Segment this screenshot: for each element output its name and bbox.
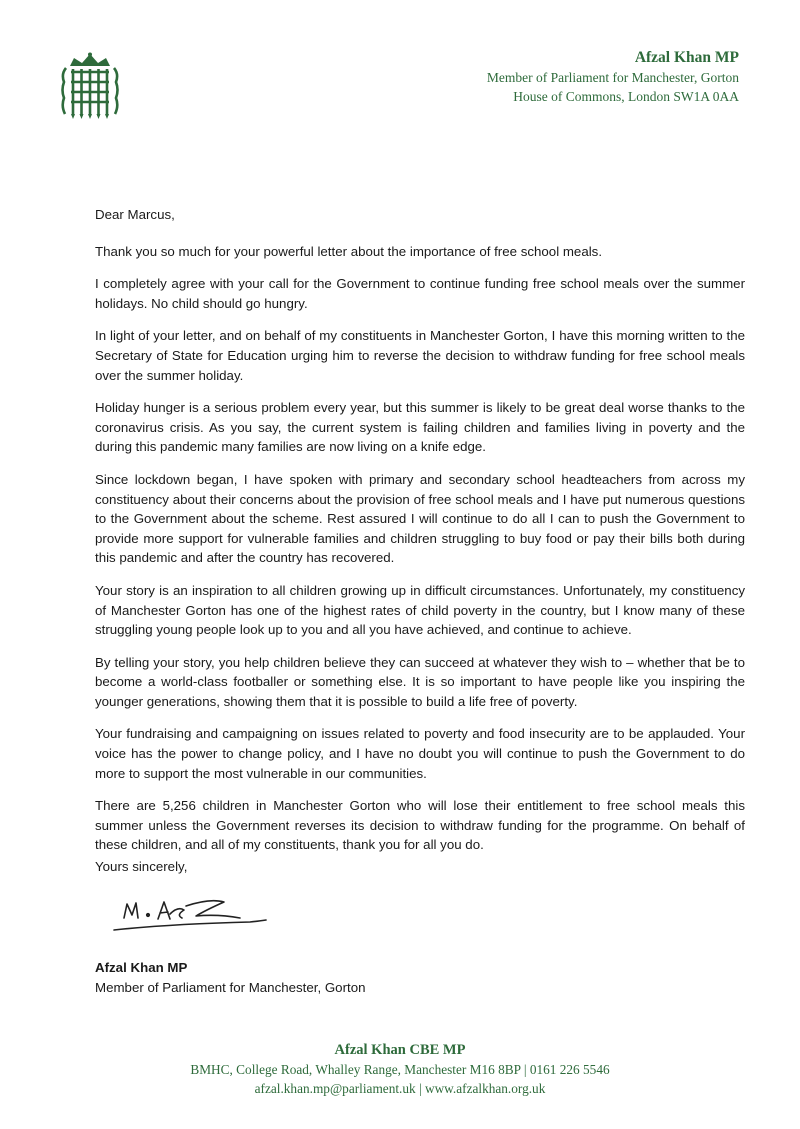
- paragraph-3: In light of your letter, and on behalf of my constituents in Manchester Gorton, I have this morning written to the Secretary of State for Education urging him to reverse the decision to withdraw funding for free school meals over the summer holiday.: [95, 328, 745, 383]
- footer-name: Afzal Khan CBE MP: [334, 1042, 466, 1058]
- paragraph-8: Your fundraising and campaigning on issues related to poverty and food insecurity are to be applauded. Your voice has the power to change policy, and I have no doubt you will continue to push the Government to do more to support the most vulnerable in our communities.: [95, 726, 745, 781]
- salutation: Dear Marcus,: [95, 207, 175, 222]
- paragraph-2: I completely agree with your call for the Government to continue funding free school meals over the summer holidays. No child should go hungry.: [95, 276, 745, 311]
- footer: [0, 1040, 800, 1098]
- footer-contact: afzal.khan.mp@parliament.uk | www.afzalkhan.org.uk: [254, 1081, 546, 1096]
- letter-body: [95, 205, 745, 868]
- handwritten-signature: [110, 888, 290, 944]
- portcullis-icon: [60, 52, 120, 120]
- signer-role: Member of Parliament for Manchester, Gorton: [95, 980, 366, 995]
- footer-address: BMHC, College Road, Whalley Range, Manchester M16 8BP | 0161 226 5546: [190, 1062, 610, 1077]
- paragraph-4: Holiday hunger is a serious problem every year, but this summer is likely to be great deal worse thanks to the coronavirus crisis. As you say, the current system is failing children and families living in poverty and the during this pandemic many families are now living on a knife edge.: [95, 400, 745, 455]
- letterhead-address: House of Commons, London SW1A 0AA: [513, 89, 739, 104]
- signer-block: [95, 958, 365, 998]
- paragraph-7: By telling your story, you help children believe they can succeed at whatever they wish to – whether that be to become a world-class footballer or something else. It is so important to have people like you inspiring the younger generations, showing them that it is possible to build a life free of poverty.: [95, 654, 745, 709]
- paragraph-9: There are 5,256 children in Manchester Gorton who will lose their entitlement to free school meals this summer unless the Government reverses its decision to withdraw funding for the programme. On behalf of these children, and all of my constituents, thank you for all you do.: [95, 798, 745, 853]
- signer-name: Afzal Khan MP: [95, 960, 188, 975]
- paragraph-1: Thank you so much for your powerful letter about the importance of free school meals.: [95, 243, 603, 259]
- paragraph-6: Your story is an inspiration to all children growing up in difficult circumstances. Unfortunately, my constituency of Manchester Gorton has one of the highest rates of child poverty in the country, but I know many of these struggling young people look up to you and all you have achieved, and continue to achieve.: [95, 582, 745, 638]
- letterhead: [487, 48, 739, 106]
- letterhead-role: Member of Parliament for Manchester, Gorton: [486, 70, 739, 85]
- closing: Yours sincerely,: [95, 859, 188, 874]
- letterhead-name: Afzal Khan MP: [634, 49, 739, 66]
- paragraph-5: Since lockdown began, I have spoken with primary and secondary school headteachers from across my constituency about their concerns about the provision of free school meals and I have put numerous questions to the Government about the scheme. Rest assured I will continue to do all I can to push the Government to provide more support for vulnerable families and children struggling to buy food or pay their bills both during this pandemic and after the country has recovered.: [95, 471, 745, 566]
